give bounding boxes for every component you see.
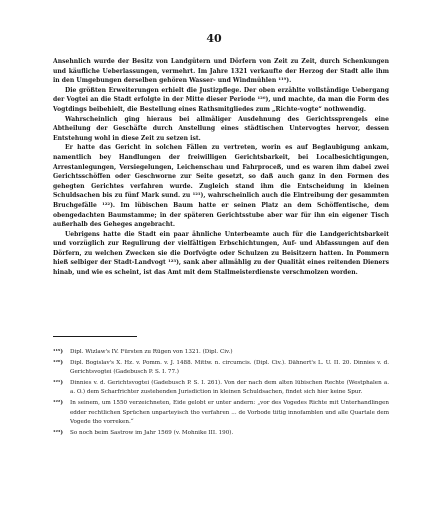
paragraph: Ansehnlich wurde der Besitz von Landgütern und Dörfern von Zeit zu Zeit, durch Schenkungen und käufliche Ueberlassungen, vermehrt. Im Jahre 1321 verkaufte der Herzog der Stadt alle ihm in den Umgebungen derselben gehören Wasser- und Windmühlen ¹¹⁹). xyxy=(53,58,389,85)
footnote xyxy=(53,379,389,398)
footnote-mark: ¹¹⁹) xyxy=(53,349,63,355)
page-number: 40 xyxy=(206,32,222,45)
footnote-text: So noch beim Sastrow im Jahr 1569 (v. Mohnike III. 190). xyxy=(70,429,234,436)
footnote-mark: ¹²¹) xyxy=(53,380,63,386)
paragraph: Er hatte das Gericht in solchen Fällen zu vertreten, worin es auf Beglaubigung ankam, namentlich bey Handlungen der freiwilligen Gerichtsbarkeit, bei Localbesichtigungen, Arrestanlegungen, Versiegelungen, Leichenschau und Fahrproceß, und es waren ihm dabei zwei Gerichtsschöffen oder Geschworne zur Seite gesetzt, so daß auch ganz in den Formen des gehegten Gerichtes verfahren wurde. Zugleich stand ihm die Entscheidung in kleinen Schuldsachen bis zu fünf Mark sund. zu ¹²¹), wahrscheinlich auch die Eintreibung der gesammten Bruchgefälle ¹²²). Im lübischen Baum hatte er seinen Platz an dem Schöffentische, dem obengedachten Baumstamme; in der späteren Gerichtsstube aber war für ihn ein eigener Tisch außerhalb des Geheges angebracht. xyxy=(53,144,389,229)
footnote-mark: ¹²⁰) xyxy=(53,359,63,366)
footnote-mark: ¹²³) xyxy=(53,429,63,436)
footnote xyxy=(53,399,389,427)
footnote xyxy=(53,348,389,357)
footnote-divider xyxy=(53,336,137,337)
footnote xyxy=(53,359,389,378)
footnote xyxy=(53,429,389,438)
footnotes xyxy=(53,348,389,440)
footnote-text: Dinnies v. d. Gerichtsvogtei (Gadebusch P. S. I. 261). Von der nach dem alten lübischen Rechte (Westphalen a. a. O.) dem Scharfrichter zustehenden Jurisdiction in kleinen Schuldsachen, findet sich hier keine Spur. xyxy=(70,380,389,396)
footnote-text: In seinem, um 1550 verzeichneten, Eide gelobt er unter andern: „vor des Vogedes Richte mit Unterhandlingen edder rechtlichen Sprüchen unparteyisch tho verfahren ... de Vorbode tiitig innofamblen und alle Quartale dem Vogede tho vorreken.“ xyxy=(70,400,389,426)
footnote-text: Dipl. Wizlaw's IV. Fürsten zu Rügen von 1321. (Dipl. Civ.) xyxy=(70,349,233,355)
paragraph: Uebrigens hatte die Stadt ein paar ähnliche Unterbeamte auch für die Landgerichtsbarkeit und vorzüglich zur Regulirung der vielfältigen Erbschichtungen, Auf- und Abfassungen auf den Dörfern, zu welchen Zwecken sie die Dorfvögte oder Schulzen zu Beisitzern hatten. In Pommern hieß selbiger der Stadt-Landvogt ¹²³), sank aber allmählig zu der Qualität eines reitenden Dieners hinab, und wie es scheint, ist das Amt mit dem Stallmeisterdienste verschmolzen worden. xyxy=(53,230,389,277)
footnote-mark: ¹²²) xyxy=(53,400,63,407)
footnote-text: Dipl. Bogislav's X. Hz. v. Pomm. v. J. 1488. Mittw. n. circumcis. (Dipl. Civ.). Dähnert's L. U. II. 20. Dinnies v. d. Gerichtsvogtei (Gadebusch P. S. I. 77.) xyxy=(70,359,389,376)
body-text xyxy=(53,57,389,278)
paragraph: Wahrscheinlich ging hieraus bei allmäliger Ausdehnung des Gerichtssprengels eine Abtheilung der Geschäfte durch Anstellung eines städtischen Untervogtes hervor, dessen Entstehung wohl in diese Zeit zu setzen ist. xyxy=(53,115,389,142)
paragraph: Die größten Erweiterungen erhielt die Justizpflege. Der oben erzählte vollständige Uebergang der Vogtei an die Stadt erfolgte in der Mitte dieser Periode ¹²⁰), und machte, da man die Form des Vogtdings beibehielt, die Bestellung eines Rathsmitgliedes zum „Richte-vogte“ nothwendig. xyxy=(53,86,389,113)
